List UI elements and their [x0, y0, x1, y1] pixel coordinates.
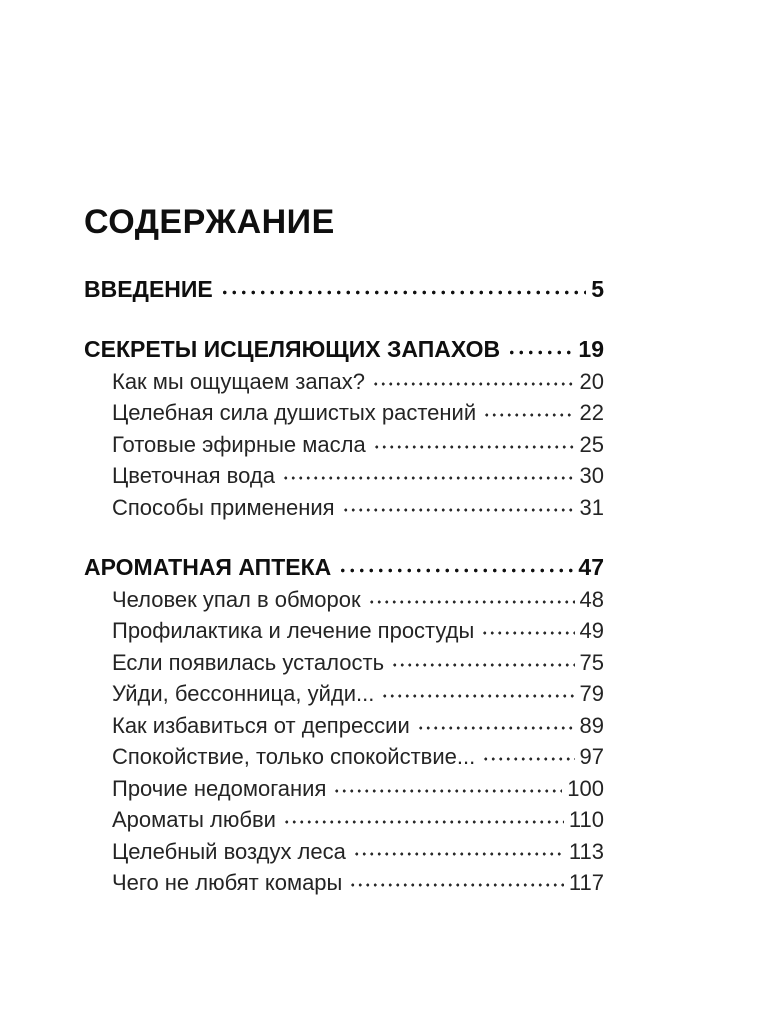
toc-item-label: Цветочная вода [112, 463, 275, 488]
toc-item-label: Как мы ощущаем запах? [112, 368, 365, 394]
toc-heading-page: 5 [591, 275, 604, 302]
toc-item-row [112, 613, 604, 645]
toc-item-row [112, 770, 604, 802]
dot-leader [373, 426, 575, 449]
toc-item-page: 110 [568, 807, 604, 832]
dot-leader [483, 395, 574, 418]
toc-item-row [112, 581, 604, 613]
toc-item-page: 79 [579, 681, 604, 706]
toc-item-label: Спокойствие, только спокойствие... [112, 744, 476, 769]
toc-section-items [84, 363, 604, 521]
toc-item-label: Человек упал в обморок [112, 586, 361, 612]
toc-item-page: 113 [568, 838, 604, 864]
toc-item-page: 22 [579, 400, 604, 425]
dot-leader [417, 707, 575, 730]
page-title: СОДЕРЖАНИЕ [84, 203, 335, 241]
toc-item-row [112, 676, 604, 708]
toc-item-row [112, 865, 604, 897]
toc-item-label: Как избавиться от депрессии [112, 712, 410, 738]
toc-item-row [112, 426, 604, 458]
toc-item-page: 20 [579, 368, 604, 394]
toc-heading-label: СЕКРЕТЫ ИСЦЕЛЯЮЩИХ ЗАПАХОВ [84, 336, 501, 362]
toc-item-label: Целебный воздух леса [112, 838, 346, 864]
toc-item-page: 48 [579, 586, 604, 612]
toc-item-label: Ароматы любви [112, 807, 276, 832]
dot-leader [482, 739, 574, 762]
toc-section [84, 271, 604, 303]
dot-leader [333, 770, 562, 793]
dot-leader [338, 550, 573, 574]
toc-item-page: 30 [579, 463, 604, 488]
toc-item-label: Профилактика и лечение простуды [112, 618, 475, 643]
toc-section [84, 332, 604, 521]
toc-item-label: Прочие недомогания [112, 775, 327, 801]
toc-item-page: 49 [579, 618, 604, 643]
toc-item-page: 97 [579, 744, 604, 769]
toc [84, 271, 604, 896]
dot-leader [349, 865, 564, 888]
toc-item-label: Уйди, бессонница, уйди... [112, 681, 375, 706]
toc-heading-label: АРОМАТНАЯ АПТЕКА [84, 554, 332, 580]
dot-leader [381, 676, 574, 699]
dot-leader [282, 458, 575, 481]
toc-item-row [112, 802, 604, 834]
toc-item-row [112, 395, 604, 427]
toc-heading-page: 19 [578, 336, 604, 362]
toc-heading-row [84, 550, 604, 582]
toc-item-page: 75 [579, 649, 604, 675]
toc-item-row [112, 739, 604, 771]
toc-item-page: 117 [568, 870, 604, 895]
dot-leader [353, 833, 564, 856]
toc-item-label: Готовые эфирные масла [112, 431, 366, 457]
toc-item-row [112, 707, 604, 739]
dot-leader [342, 489, 575, 512]
toc-item-page: 31 [579, 494, 604, 520]
dot-leader [220, 271, 586, 295]
dot-leader [481, 613, 574, 636]
toc-section [84, 550, 604, 897]
toc-section-items [84, 581, 604, 896]
dot-leader [283, 802, 564, 825]
toc-item-row [112, 363, 604, 395]
toc-heading-page: 47 [578, 554, 604, 580]
toc-item-label: Способы применения [112, 494, 335, 520]
dot-leader [368, 581, 575, 604]
toc-item-row [112, 833, 604, 865]
toc-item-page: 25 [579, 431, 604, 457]
toc-heading-row [84, 332, 604, 364]
toc-item-page: 89 [579, 712, 604, 738]
dot-leader [391, 644, 574, 667]
toc-item-row [112, 458, 604, 490]
toc-item-label: Целебная сила душистых растений [112, 400, 477, 425]
toc-item-page: 100 [567, 775, 604, 801]
toc-heading-row [84, 271, 604, 303]
dot-leader [372, 363, 575, 386]
toc-item-label: Чего не любят комары [112, 870, 343, 895]
toc-item-label: Если появилась усталость [112, 649, 385, 675]
dot-leader [507, 332, 573, 356]
toc-item-row [112, 489, 604, 521]
toc-heading-label: ВВЕДЕНИЕ [84, 275, 213, 302]
toc-item-row [112, 644, 604, 676]
